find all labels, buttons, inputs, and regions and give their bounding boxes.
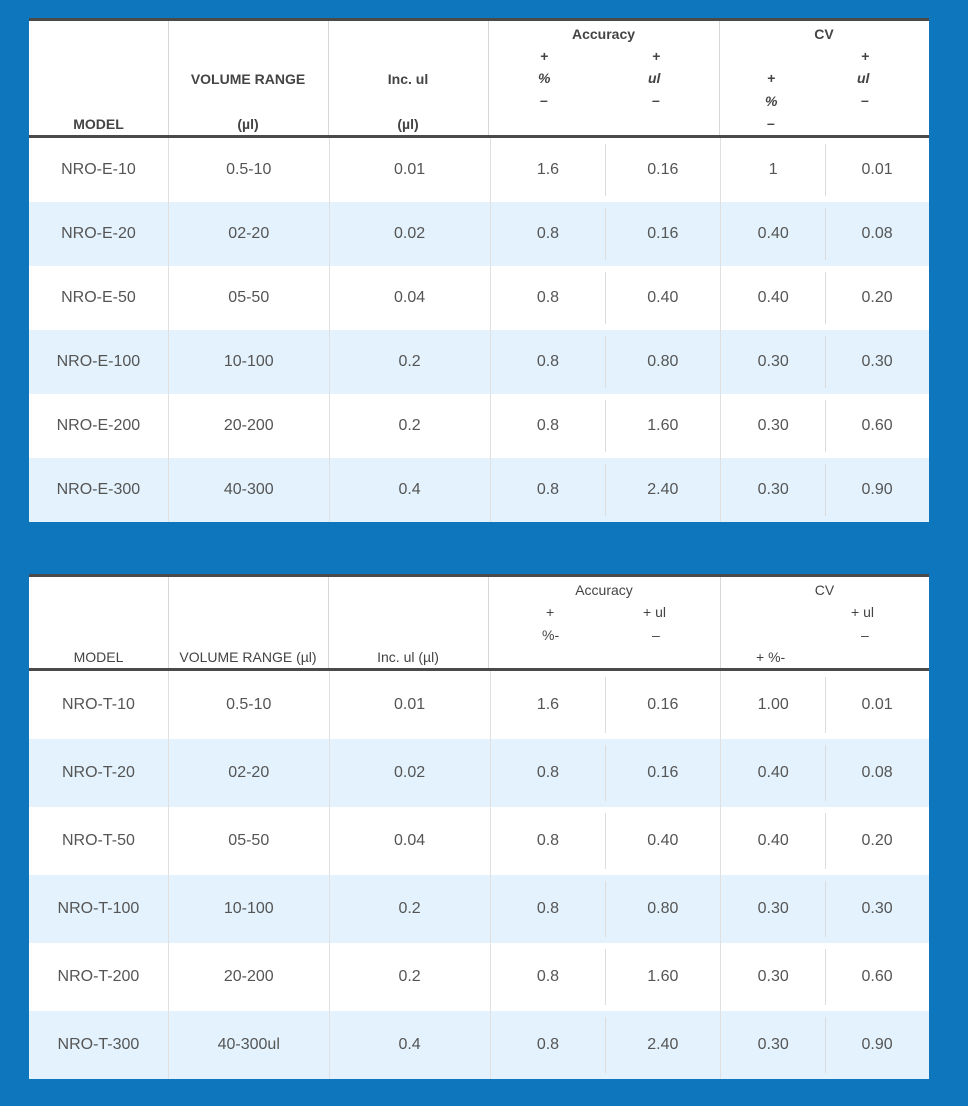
pipette-spec-table-t <box>29 574 929 1079</box>
cell-volume-range: 40-300 <box>169 458 330 522</box>
table-row <box>29 671 929 739</box>
cell-cv-ul: 0.01 <box>825 138 929 202</box>
cell-accuracy-pct: 0.8 <box>536 832 560 849</box>
cell-model: NRO-T-100 <box>29 875 169 943</box>
col-header-inc-unit: (µl) <box>397 116 419 132</box>
cell-accuracy-pct: 0.8 <box>536 764 560 781</box>
col-header-volume-range: VOLUME RANGE (µl) <box>179 649 317 665</box>
col-header-accuracy: Accuracy <box>575 582 633 598</box>
cell-cv-pct: 0.40 <box>757 225 789 242</box>
cell-inc: 0.2 <box>330 875 491 943</box>
cell-accuracy-pct: 1.6 <box>536 696 560 713</box>
table-row <box>29 943 929 1011</box>
col-header-model: MODEL <box>73 649 124 665</box>
cell-cv-pct: 0.40 <box>757 832 789 849</box>
cv-pct-minus: – <box>767 115 775 131</box>
cell-volume-range: 02-20 <box>169 739 330 807</box>
cell-accuracy-pct: 0.8 <box>536 900 560 917</box>
cell-cv-pct: 0.30 <box>757 417 789 434</box>
cell-inc: 0.4 <box>330 458 491 522</box>
cell-cv-ul: 0.20 <box>825 266 929 330</box>
cell-accuracy-ul: 1.60 <box>605 943 721 1011</box>
acc-ul-minus: – <box>652 627 660 643</box>
cell-accuracy-pct: 0.8 <box>536 353 560 370</box>
cell-model: NRO-T-10 <box>29 671 169 739</box>
table-header <box>29 21 929 138</box>
table-row <box>29 330 929 394</box>
cell-volume-range: 05-50 <box>169 807 330 875</box>
cell-model: NRO-E-10 <box>29 138 169 202</box>
cell-inc: 0.04 <box>330 266 491 330</box>
cv-ul-minus: – <box>861 627 869 643</box>
col-header-accuracy: Accuracy <box>571 26 636 42</box>
table-row <box>29 807 929 875</box>
cell-cv-ul: 0.60 <box>825 943 929 1011</box>
cell-cv-ul: 0.08 <box>825 202 929 266</box>
cell-accuracy-pct: 0.8 <box>536 968 560 985</box>
cell-cv-pct: 0.30 <box>757 1036 789 1053</box>
cv-ul-plus: + <box>861 48 870 64</box>
col-header-cv: CV <box>814 582 835 598</box>
cell-cv-ul: 0.08 <box>825 739 929 807</box>
acc-ul-plus: + <box>652 48 661 64</box>
cv-pct-symbol: % <box>765 93 778 109</box>
table-row <box>29 739 929 807</box>
cell-cv-ul: 0.60 <box>825 394 929 458</box>
pipette-spec-table-e <box>29 18 929 522</box>
cell-cv-ul: 0.90 <box>825 458 929 522</box>
cell-accuracy-ul: 1.60 <box>605 394 721 458</box>
cell-inc: 0.02 <box>330 202 491 266</box>
cell-accuracy-ul: 0.16 <box>605 739 721 807</box>
cell-accuracy-pct: 0.8 <box>536 417 560 434</box>
cell-accuracy-ul: 0.16 <box>605 671 721 739</box>
table-body <box>29 138 929 522</box>
table-body <box>29 671 929 1079</box>
col-header-inc: Inc. ul (µl) <box>377 649 439 665</box>
cell-inc: 0.2 <box>330 330 491 394</box>
acc-pct-plus: + <box>540 48 549 64</box>
cell-volume-range: 10-100 <box>169 330 330 394</box>
cell-volume-range: 40-300ul <box>169 1011 330 1079</box>
cell-cv-pct: 0.30 <box>757 968 789 985</box>
cv-pct-plus: + <box>767 70 776 86</box>
table-row <box>29 202 929 266</box>
cell-volume-range: 20-200 <box>169 394 330 458</box>
cell-model: NRO-T-300 <box>29 1011 169 1079</box>
table-row <box>29 394 929 458</box>
cell-model: NRO-T-50 <box>29 807 169 875</box>
acc-pct-minus: – <box>540 92 548 108</box>
cell-volume-range: 02-20 <box>169 202 330 266</box>
cell-accuracy-pct: 0.8 <box>536 1036 560 1053</box>
cell-model: NRO-E-50 <box>29 266 169 330</box>
cell-inc: 0.2 <box>330 394 491 458</box>
cell-inc: 0.01 <box>330 671 491 739</box>
table-row <box>29 458 929 522</box>
cell-accuracy-ul: 0.80 <box>605 875 721 943</box>
acc-pct-symbol: %- <box>542 627 560 643</box>
cv-ul-minus: – <box>861 92 869 108</box>
cv-ul-plus: + ul <box>851 604 874 620</box>
cell-volume-range: 20-200 <box>169 943 330 1011</box>
acc-ul-symbol: ul <box>648 70 661 86</box>
cell-accuracy-ul: 0.16 <box>605 202 721 266</box>
cell-model: NRO-E-100 <box>29 330 169 394</box>
cell-accuracy-pct: 0.8 <box>536 225 560 242</box>
cell-inc: 0.2 <box>330 943 491 1011</box>
table-row <box>29 1011 929 1079</box>
table-row <box>29 875 929 943</box>
cell-volume-range: 05-50 <box>169 266 330 330</box>
cell-cv-pct: 0.40 <box>757 764 789 781</box>
cell-cv-pct: 0.40 <box>757 289 789 306</box>
table-row <box>29 266 929 330</box>
cell-cv-pct: 1 <box>768 161 778 178</box>
cell-cv-ul: 0.01 <box>825 671 929 739</box>
cell-accuracy-ul: 0.16 <box>605 138 721 202</box>
col-header-cv: CV <box>814 26 834 42</box>
cell-inc: 0.01 <box>330 138 491 202</box>
cell-inc: 0.4 <box>330 1011 491 1079</box>
col-header-volume-range: VOLUME RANGE <box>190 71 306 87</box>
cell-cv-ul: 0.30 <box>825 330 929 394</box>
col-header-model: MODEL <box>73 116 124 132</box>
cell-accuracy-ul: 2.40 <box>605 1011 721 1079</box>
cell-model: NRO-E-200 <box>29 394 169 458</box>
cell-cv-ul: 0.30 <box>825 875 929 943</box>
cell-accuracy-ul: 2.40 <box>605 458 721 522</box>
cell-accuracy-pct: 0.8 <box>536 289 560 306</box>
cell-inc: 0.04 <box>330 807 491 875</box>
col-header-inc: Inc. ul <box>387 71 429 87</box>
cell-cv-pct: 0.30 <box>757 481 789 498</box>
acc-pct-plus: + <box>546 604 555 620</box>
cell-accuracy-ul: 0.40 <box>605 807 721 875</box>
cell-accuracy-ul: 0.80 <box>605 330 721 394</box>
table-row <box>29 138 929 202</box>
acc-ul-minus: – <box>652 92 660 108</box>
table-header <box>29 577 929 671</box>
cell-cv-ul: 0.20 <box>825 807 929 875</box>
acc-pct-symbol: % <box>538 70 551 86</box>
cell-volume-range: 10-100 <box>169 875 330 943</box>
cv-ul-symbol: ul <box>857 70 870 86</box>
col-header-volume-unit: (µl) <box>237 116 259 132</box>
cell-accuracy-ul: 0.40 <box>605 266 721 330</box>
cell-volume-range: 0.5-10 <box>169 138 330 202</box>
cell-model: NRO-T-20 <box>29 739 169 807</box>
cell-accuracy-pct: 0.8 <box>536 481 560 498</box>
cell-cv-pct: 0.30 <box>757 353 789 370</box>
cell-volume-range: 0.5-10 <box>169 671 330 739</box>
cell-cv-ul: 0.90 <box>825 1011 929 1079</box>
cell-model: NRO-T-200 <box>29 943 169 1011</box>
cell-accuracy-pct: 1.6 <box>536 161 560 178</box>
acc-ul-plus: + ul <box>643 604 666 620</box>
cell-model: NRO-E-300 <box>29 458 169 522</box>
cv-pct-label: + %- <box>756 649 786 665</box>
cell-cv-pct: 1.00 <box>757 696 789 713</box>
cell-cv-pct: 0.30 <box>757 900 789 917</box>
cell-inc: 0.02 <box>330 739 491 807</box>
cell-model: NRO-E-20 <box>29 202 169 266</box>
